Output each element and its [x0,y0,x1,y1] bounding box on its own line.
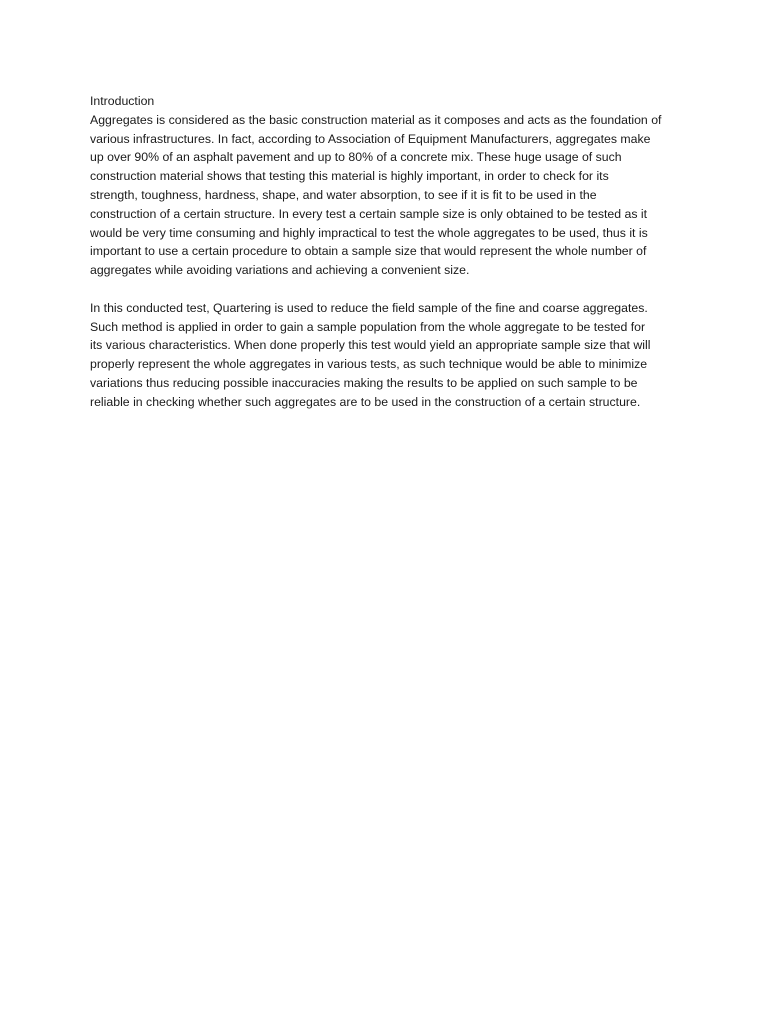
paragraph-line: its various characteristics. When done properly this test would yield an appropriate sample size that will [90,338,651,353]
paragraph-line: reliable in checking whether such aggregates are to be used in the construction of a certain structure. [90,394,641,409]
document-body [90,92,680,412]
paragraph-line: up over 90% of an asphalt pavement and up to 80% of a concrete mix. These huge usage of such [90,150,622,165]
paragraph-2 [90,299,680,412]
paragraph-line: In this conducted test, Quartering is used to reduce the field sample of the fine and coarse aggregates. [90,300,648,315]
paragraph-line: Aggregates is considered as the basic construction material as it composes and acts as the foundation of [90,112,662,127]
paragraph-line: various infrastructures. In fact, according to Association of Equipment Manufacturers, aggregates make [90,131,651,146]
paragraph-line: Such method is applied in order to gain a sample population from the whole aggregate to be tested for [90,319,646,334]
paragraph-line: strength, toughness, hardness, shape, and water absorption, to see if it is fit to be used in the [90,187,597,202]
paragraph-line: important to use a certain procedure to obtain a sample size that would represent the whole number of [90,244,647,259]
paragraph-line: would be very time consuming and highly impractical to test the whole aggregates to be used, thus it is [90,225,648,240]
paragraph-line: aggregates while avoiding variations and achieving a convenient size. [90,263,470,278]
paragraph-1 [90,111,680,280]
paragraph-line: properly represent the whole aggregates in various tests, as such technique would be able to minimize [90,357,648,372]
paragraph-line: variations thus reducing possible inaccuracies making the results to be applied on such sample to be [90,375,638,390]
section-heading: Introduction [90,94,155,108]
paragraph-spacer [90,280,680,299]
paragraph-line: construction material shows that testing this material is highly important, in order to check for its [90,169,609,184]
paragraph-line: construction of a certain structure. In every test a certain sample size is only obtained to be tested as it [90,206,648,221]
